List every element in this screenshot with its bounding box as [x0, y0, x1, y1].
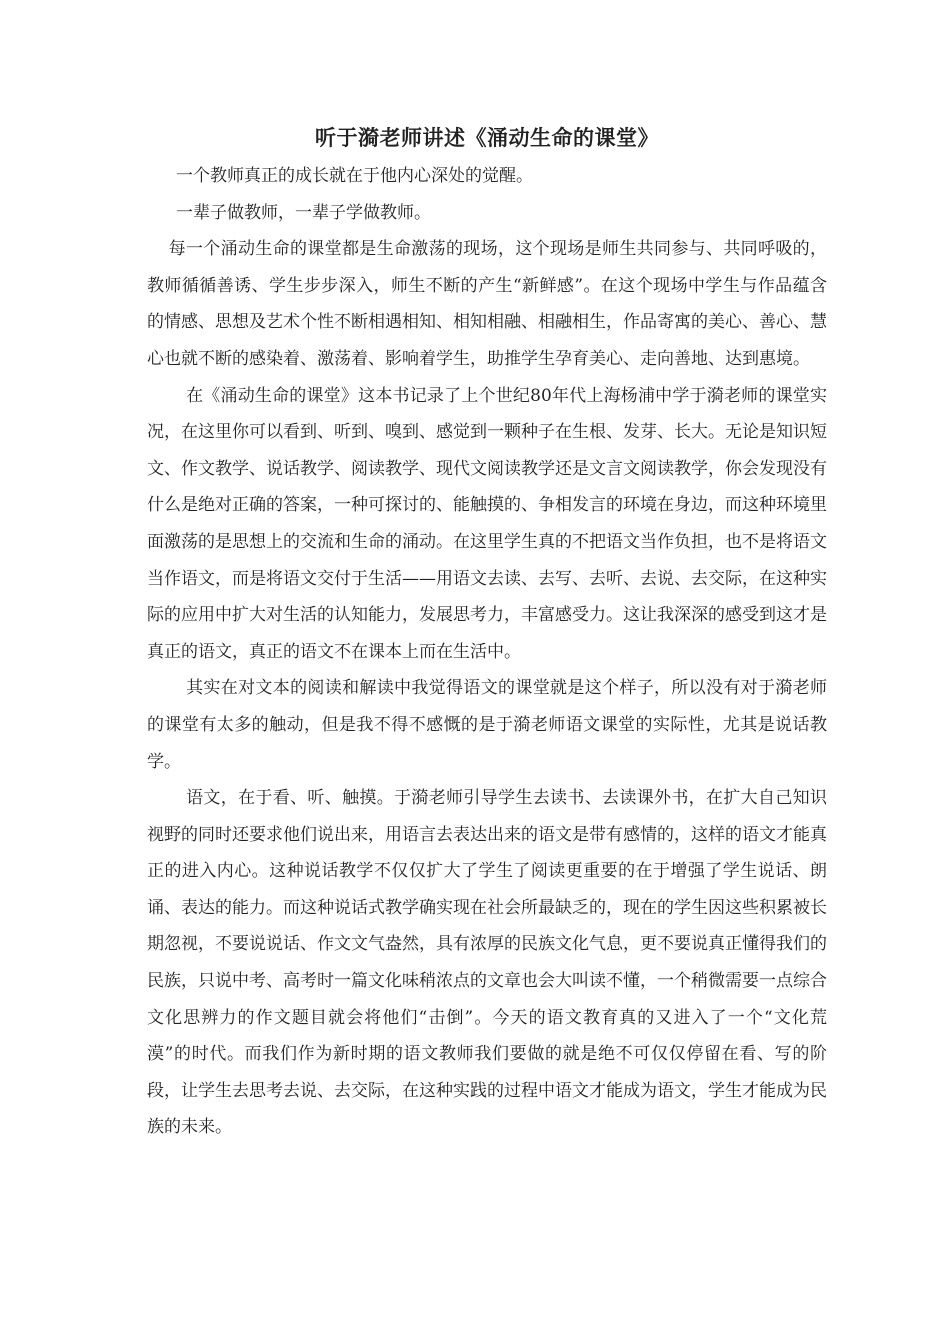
paragraph-4: 在《涌动生命的课堂》这本书记录了上个世纪80年代上海杨浦中学于漪老师的课堂实况，在这里你可以看到、听到、嗅到、感觉到一颗种子在生根、发芽、长大。无论是知识短文、作文教学、说话教学、阅读教学、现代文阅读教学还是文言文阅读教学，你会发现没有什么是绝对正确的答案，一种可探讨的、能触摸的、争相发言的环境在身边，而这种环境里面激荡的是思想上的交流和生命的涌动。在这里学生真的不把语文当作负担，也不是将语文当作语文，而是将语文交付于生活——用语文去读、去写、去听、去说、去交际，在这种实际的应用中扩大对生活的认知能力，发展思考力，丰富感受力。这让我深深的感受到这才是真正的语文，真正的语文不在课本上而在生活中。 [147, 385, 827, 662]
paragraph-6: 语文，在于看、听、触摸。于漪老师引导学生去读书、去读课外书，在扩大自己知识视野的同时还要求他们说出来，用语言去表达出来的语文是带有感情的，这样的语文才能真正的进入内心。这种说话教学不仅仅扩大了学生了阅读更重要的在于增强了学生说话、朗诵、表达的能力。而这种说话式教学确实现在社会所最缺乏的，现在的学生因这些积累被长期忽视，不要说说话、作文文气盎然，具有浓厚的民族文化气息，更不要说真正懂得我们的民族，只说中考、高考时一篇文化味稍浓点的文章也会大叫读不懂，一个稍微需要一点综合文化思辨力的作文题目就会将他们“击倒”。今天的语文教育真的又进入了一个“文化荒漠”的时代。而我们作为新时期的语文教师我们要做的就是绝不可仅仅停留在看、写的阶段，让学生去思考去说、去交际，在这种实践的过程中语文才能成为语文，学生才能成为民族的未来。 [147, 788, 827, 1138]
document-title: 听于漪老师讲述《涌动生命的课堂》 [315, 125, 659, 150]
paragraph-2: 一辈子做教师，一辈子学做教师。 [176, 202, 431, 223]
paragraph-3: 每一个涌动生命的课堂都是生命激荡的现场，这个现场是师生共同参与、共同呼吸的，教师循循善诱、学生步步深入，师生不断的产生“新鲜感”。在这个现场中学生与作品蕴含的情感、思想及艺术个性不断相遇相知、相知相融、相融相生，作品寄寓的美心、善心、慧心也就不断的感染着、激荡着、影响着学生，助推学生孕育美心、走向善地、达到惠境。 [147, 239, 827, 369]
paragraph-1: 一个教师真正的成长就在于他内心深处的觉醒。 [176, 166, 533, 186]
document-body [147, 118, 827, 1146]
paragraph-5: 其实在对文本的阅读和解读中我觉得语文的课堂就是这个样子，所以没有对于漪老师的课堂有太多的触动，但是我不得不感慨的是于漪老师语文课堂的实际性，尤其是说话教学。 [147, 678, 827, 772]
